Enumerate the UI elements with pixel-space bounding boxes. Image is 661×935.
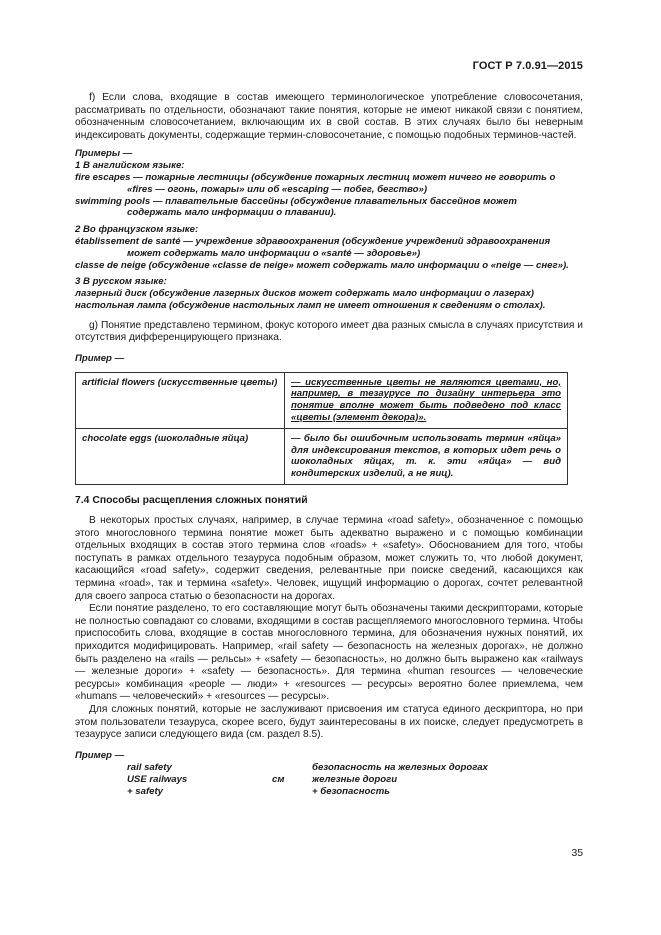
example-line: fire escapes — пожарные лестницы (обсуждение пожарных лестниц может ничего не говорить о (75, 171, 556, 183)
example-line: может содержать мало информации о «santé — здоровье») (127, 247, 421, 259)
list-item (75, 762, 583, 774)
example-heading: Пример — (75, 749, 125, 761)
term-cell: artificial flowers (искусственные цветы) (76, 372, 285, 428)
example-term: USE railways (127, 773, 188, 785)
example-group-title: 1 В английском языке: (75, 160, 185, 172)
list-item (75, 774, 583, 786)
example-group-title: 3 В русском языке: (75, 276, 167, 288)
paragraph: Если понятие разделено, то его составляющие могут быть обозначены такими дескрипторами, которые не полностью совпадают со словами, входящими в состав расщепляемого многословного термина. Чтобы приспособить слова, входящие в состав многословного термина, для обозначения нужных понятий, их приходится модифицировать. Например, «rail safety — безопасность на железных дорогах», не должно быть разделено на «rails — рельсы» + «safety — безопасность», но должно быть выражено как «railways — железные дороги» + «safety — безопасность». Для термина «human resources — человеческие ресурсы» комбинация «people — люди» + «resources — ресурсы» вероятно более приемлема, чем «humans — человеческий» + «resources — ресурсы». (75, 603, 583, 703)
page-number: 35 (571, 848, 583, 859)
paragraph: Для сложных понятий, которые не заслуживают присвоения им статуса единого дескриптора, но при этом пользователи тезауруса, скорее всего, будут заинтересованы в их поиске, следует предусмотреть в тезаурусе записи следующего вида (см. раздел 8.5). (75, 703, 583, 741)
paragraph-g: g) Понятие представлено термином, фокус которого имеет два разных смысла в случаях присутствия и отсутствия дифференцирующего признака. (75, 319, 583, 344)
page-content (75, 92, 583, 798)
example-line: établissement de santé — учреждение здравоохранения (обсуждение учреждений здравоохранения (75, 235, 551, 247)
example-translation: железные дороги (312, 773, 398, 785)
example-line: лазерный диск (обсуждение лазерных дисков может содержать мало информации о лазерах) (75, 288, 535, 300)
example-line: «fires — огонь, пожары» или об «escaping — побег, бегство») (127, 183, 428, 195)
example-marker: см (272, 773, 285, 785)
examples-block-3 (75, 750, 583, 798)
description-cell: — искусственные цветы не являются цветами, но, например, в тезаурусе по дизайну интерьера это понятие вполне может быть подведено под класс «цветы (элемент декора)». (285, 372, 568, 428)
example-line: swimming pools — плавательные бассейны (обсуждение плавательных бассейнов может (75, 195, 517, 207)
paragraph: В некоторых простых случаях, например, в случае термина «road safety», обозначенное с помощью этого многословного термина понятие может быть адекватно выражено и с помощью комбинации отдельных входящих в состав этого термина слов «roads» + «safety». Обоснованием для того, чтобы поступать в рамках отдельного тезауруса подобным образом, может служить то, что любой документ, касающийся «road safety», содержит сведения, релевантные при поиске сведений, касающихся как термина «road», так и термина «safety». Человек, ищущий информацию о дорогах, сочтет релевантной для своего запроса статью о безопасности на дорогах. (75, 515, 583, 602)
example-term: rail safety (127, 761, 172, 773)
section-title: 7.4 Способы расщепления сложных понятий (75, 495, 308, 507)
example-term: + safety (127, 785, 163, 797)
list-item (75, 786, 583, 798)
description-cell: — было бы ошибочным использовать термин «яйца» для индексирования текстов, в которых идет речь о шоколадных яйцах, т. к. эти «яйца» — вид кондитерских изделий, а не яиц). (285, 429, 568, 485)
document-header: ГОСТ Р 7.0.91—2015 (472, 60, 583, 72)
paragraph-f: f) Если слова, входящие в состав имеющего терминологическое употребление словосочетания, рассматривать по отдельности, обозначают такие понятия, которые не имеют никакой связи с понятием, обозначенным словосочетанием, включающим их в свой состав. В этих случаях было бы неверным индексировать документы, содержащие термин-словосочетание, с помощью подобных терминов-частей. (75, 92, 583, 141)
example-heading: Пример — (75, 352, 125, 364)
example-marker (272, 786, 312, 798)
example-group-title: 2 Во французском языке: (75, 224, 199, 236)
example-marker (272, 762, 312, 774)
example-line: classe de neige (обсуждение «classe de neige» может содержать мало информации о «neige — снег»). (75, 259, 569, 271)
term-cell: chocolate eggs (шоколадные яйца) (76, 429, 285, 485)
table-row (76, 372, 568, 428)
examples-block-1 (75, 148, 583, 311)
example-line: содержать мало информации о плавании). (127, 207, 337, 219)
table-row (76, 429, 568, 485)
term-table (75, 372, 568, 486)
example-translation: + безопасность (312, 785, 390, 797)
example-line: настольная лампа (обсуждение настольных ламп не имеет отношения к сведениям о столах). (75, 299, 546, 311)
examples-heading: Примеры — (75, 148, 133, 160)
example-translation: безопасность на железных дорогах (312, 761, 488, 773)
